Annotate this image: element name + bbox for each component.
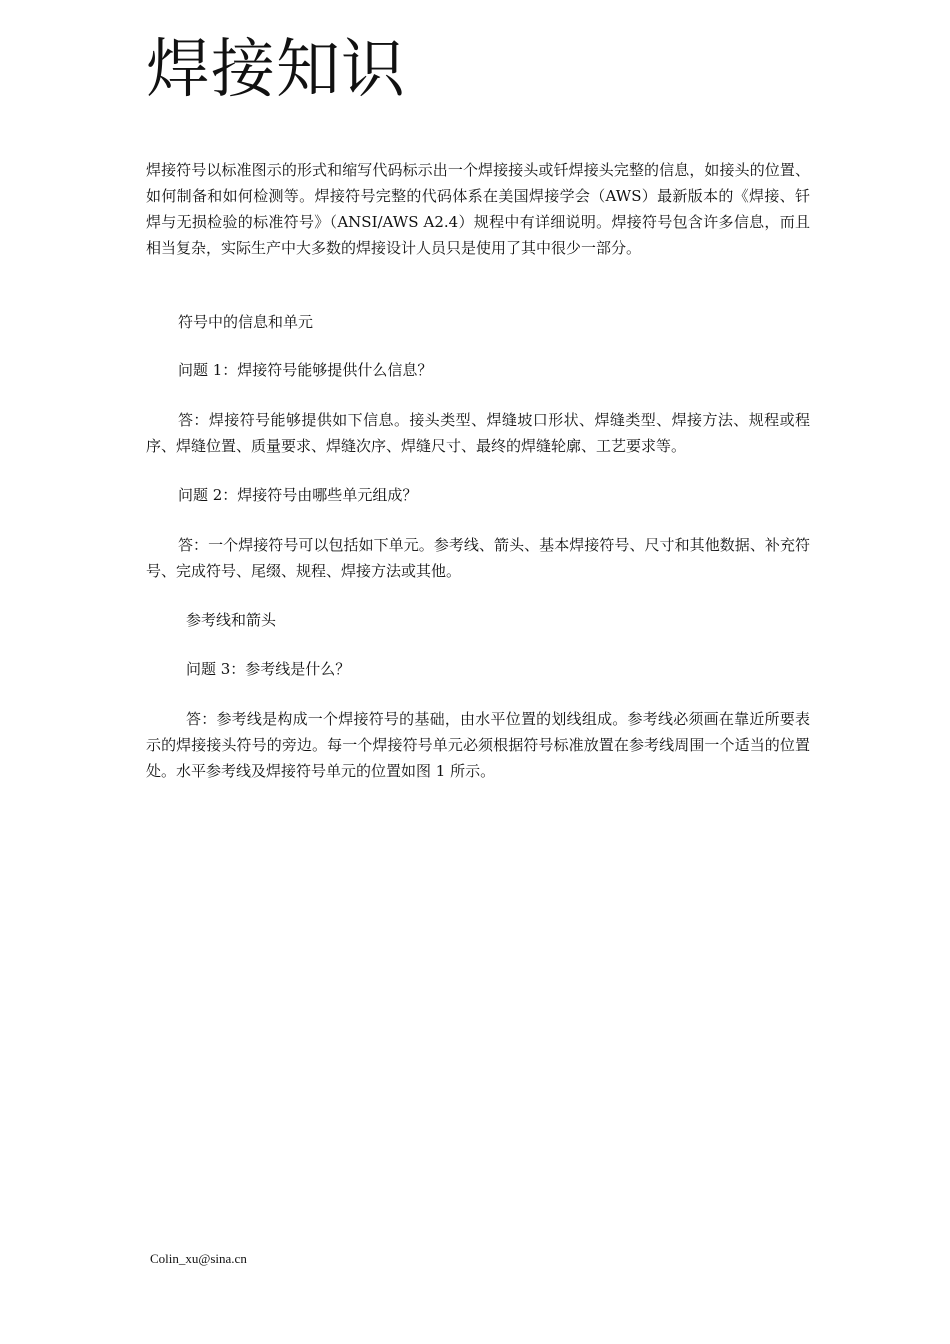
answer-3: 答：参考线是构成一个焊接符号的基础，由水平位置的划线组成。参考线必须画在靠近所要表示的焊接接头符号的旁边。每一个焊接符号单元必须根据符号标准放置在参考线周围一个适当的位置处。水平参考线及焊接符号单元的位置如图 1 所示。	[146, 710, 810, 780]
question-3: 问题 3：参考线是什么？	[186, 660, 351, 678]
section-heading-info-units: 符号中的信息和单元	[178, 313, 314, 331]
answer-1: 答：焊接符号能够提供如下信息。接头类型、焊缝坡口形状、焊缝类型、焊接方法、规程或程序、焊缝位置、质量要求、焊缝次序、焊缝尺寸、最终的焊缝轮廓、工艺要求等。	[146, 411, 810, 455]
intro-paragraph: 焊接符号以标准图示的形式和缩写代码标示出一个焊接接头或钎焊接头完整的信息，如接头的位置、如何制备和如何检测等。焊接符号完整的代码体系在美国焊接学会（AWS）最新版本的《焊接、钎焊与无损检验的标准符号》（ANSI/AWS A2.4）规程中有详细说明。焊接符号包含许多信息，而且相当复杂，实际生产中大多数的焊接设计人员只是使用了其中很少一部分。	[146, 161, 810, 257]
footer-email: Colin_xu@sina.cn	[150, 1251, 247, 1266]
page-title: 焊接知识	[146, 33, 406, 107]
section-heading-reference-line: 参考线和箭头	[186, 611, 277, 629]
question-1: 问题 1：焊接符号能够提供什么信息？	[178, 361, 433, 379]
question-2: 问题 2：焊接符号由哪些单元组成？	[178, 486, 418, 504]
answer-2: 答：一个焊接符号可以包括如下单元。参考线、箭头、基本焊接符号、尺寸和其他数据、补充符号、完成符号、尾缀、规程、焊接方法或其他。	[146, 536, 810, 580]
